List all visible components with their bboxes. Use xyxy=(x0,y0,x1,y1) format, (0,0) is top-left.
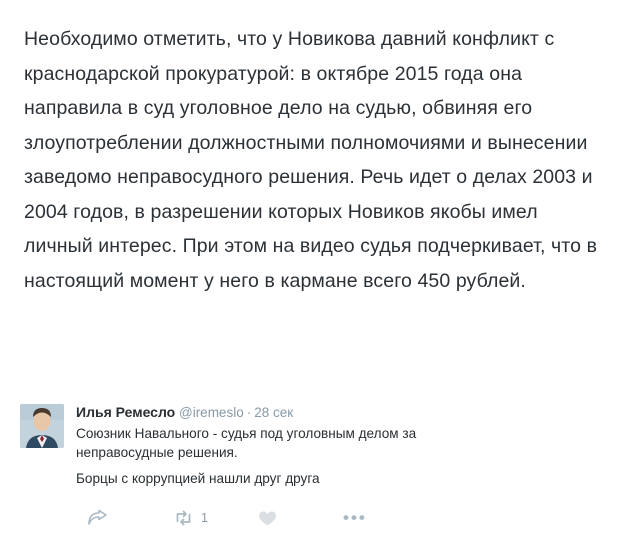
retweet-count: 1 xyxy=(201,511,208,525)
reply-icon xyxy=(88,510,107,526)
tweet-text-line-3: Борцы с коррупцией нашли друг друга xyxy=(76,471,320,486)
tweet-header xyxy=(76,404,616,421)
header-separator: · xyxy=(246,405,252,420)
article-paragraph: Необходимо отметить, что у Новикова давний конфликт с краснодарской прокуратурой: в октябре 2015 года она направила в суд уголовное дело на судью, обвиняя его злоупотреблении должностными полномочиями и вынесении заведомо неправосудного решения. Речь идет о делах 2003 и 2004 годов, в разрешении которых Новиков якобы имел личный интерес. При этом на видео судья подчеркивает, что в настоящий момент у него в кармане всего 450 рублей. xyxy=(24,28,598,292)
heart-icon xyxy=(258,510,277,527)
author-name[interactable]: Илья Ремесло xyxy=(76,404,176,420)
retweet-icon xyxy=(173,510,194,526)
tweet-text-line-2: неправосудные решения. xyxy=(76,445,238,460)
more-button[interactable] xyxy=(343,508,428,527)
tweet-text-line-1: Союзник Навального - судья под уголовным делом за xyxy=(76,426,417,441)
author-handle[interactable]: @iremeslo xyxy=(178,405,244,420)
avatar[interactable] xyxy=(20,404,64,448)
tweet-card[interactable] xyxy=(0,390,628,488)
tweet-actions xyxy=(88,503,508,533)
tweet-body xyxy=(64,390,616,488)
tweet-text xyxy=(76,424,616,488)
retweet-button[interactable] xyxy=(173,510,258,526)
timestamp[interactable]: 28 сек xyxy=(254,405,294,420)
like-button[interactable] xyxy=(258,510,343,527)
reply-button[interactable] xyxy=(88,510,173,526)
more-icon: ••• xyxy=(343,508,367,527)
